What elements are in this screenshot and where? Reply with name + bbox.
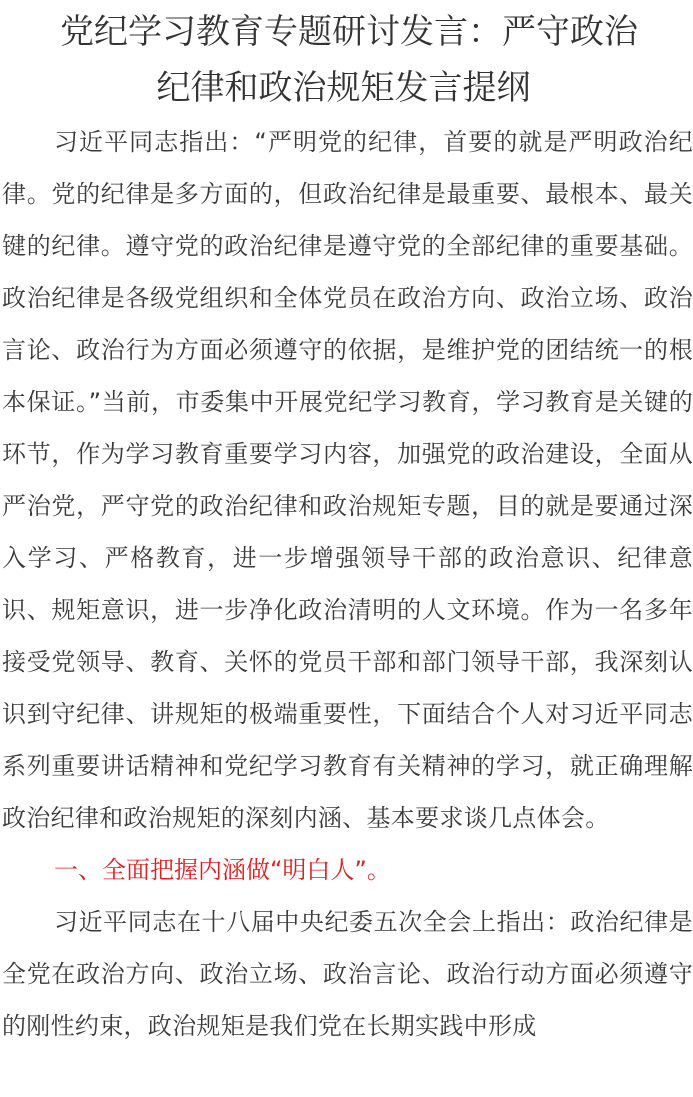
document-title-line-2: 纪律和政治规矩发言提纲 [156, 68, 531, 108]
document-title [0, 0, 693, 116]
document-body [0, 116, 693, 1052]
section-1-paragraph: 习近平同志在十八届中央纪委五次全会上指出：政治纪律是全党在政治方向、政治立场、政治言论、政治行动方面必须遵守的刚性约束，政治规矩是我们党在长期实践中形成 [2, 908, 693, 1040]
document-title-line-1: 党纪学习教育专题研讨发言：严守政治 [60, 12, 638, 52]
section-heading-1: 一、全面把握内涵做“明白人”。 [54, 856, 391, 884]
intro-paragraph: 习近平同志指出：“严明党的纪律，首要的就是严明政治纪律。党的纪律是多方面的，但政治纪律是最重要、最根本、最关键的纪律。遵守党的政治纪律是遵守党的全部纪律的重要基础。政治纪律是各级党组织和全体党员在政治方向、政治立场、政治言论、政治行为方面必须遵守的依据，是维护党的团结统一的根本保证。”当前，市委集中开展党纪学习教育，学习教育是关键的环节，作为学习教育重要学习内容，加强党的政治建设，全面从严治党，严守党的政治纪律和政治规矩专题，目的就是要通过深入学习、严格教育，进一步增强领导干部的政治意识、纪律意识、规矩意识，进一步净化政治清明的人文环境。作为一名多年接受党领导、教育、关怀的党员干部和部门领导干部，我深刻认识到守纪律、讲规矩的极端重要性，下面结合个人对习近平同志系列重要讲话精神和党纪学习教育有关精神的学习，就正确理解政治纪律和政治规矩的深刻内涵、基本要求谈几点体会。 [2, 128, 693, 832]
